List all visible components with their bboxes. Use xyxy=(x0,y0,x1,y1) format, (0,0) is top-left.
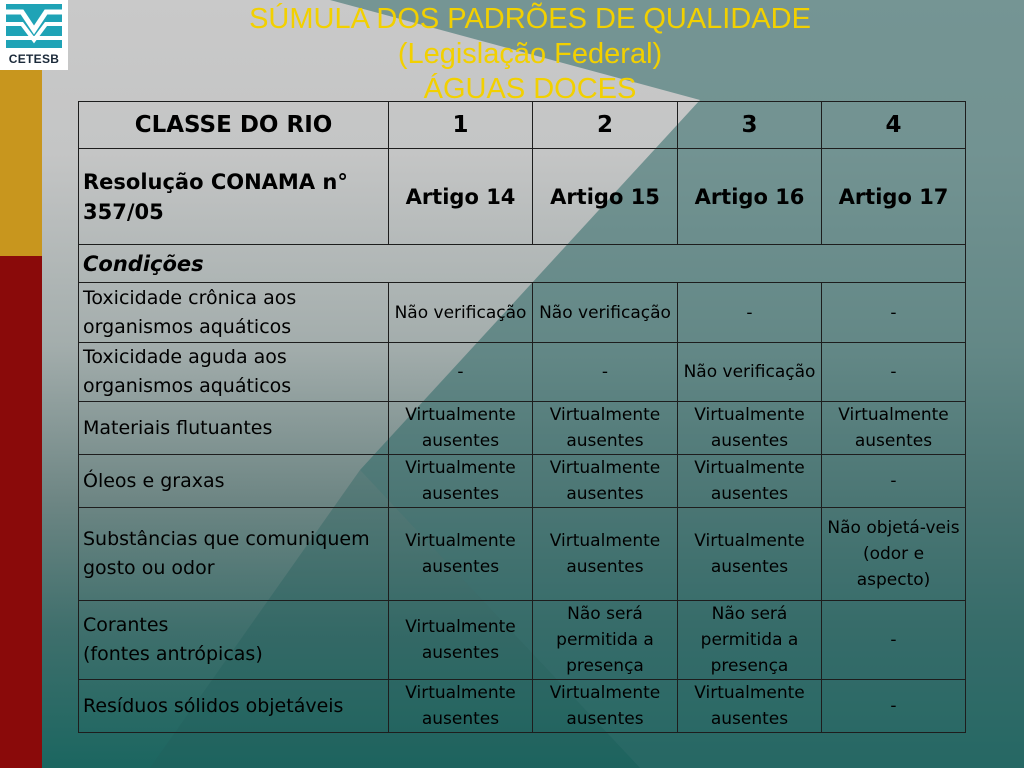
resolution-label: Resolução CONAMA n° 357/05 xyxy=(79,149,389,245)
cetesb-logo xyxy=(0,0,68,70)
table-row xyxy=(79,680,966,733)
header-label: CLASSE DO RIO xyxy=(79,102,389,149)
table-cell: - xyxy=(822,680,966,733)
table-cell: Virtualmente ausentes xyxy=(389,680,533,733)
table-cell: Não verificação xyxy=(533,283,678,343)
article-class-4: Artigo 17 xyxy=(822,149,966,245)
row-label: Óleos e graxas xyxy=(79,455,389,508)
table-cell: Virtualmente ausentes xyxy=(389,402,533,455)
section-row xyxy=(79,245,966,283)
table-cell: Virtualmente ausentes xyxy=(389,508,533,601)
table-row xyxy=(79,343,966,402)
table-cell: Virtualmente ausentes xyxy=(533,402,678,455)
article-class-3: Artigo 16 xyxy=(678,149,822,245)
title-line-2: (Legislação Federal) xyxy=(397,38,663,70)
slide-title xyxy=(90,2,970,107)
class-2-header: 2 xyxy=(533,102,678,149)
row-label: Materiais flutuantes xyxy=(79,402,389,455)
table-cell: Não objetá-veis (odor e aspecto) xyxy=(822,508,966,601)
row-label: Corantes (fontes antrópicas) xyxy=(79,601,389,680)
table-cell: - xyxy=(533,343,678,402)
table-cell: - xyxy=(822,455,966,508)
table-cell: - xyxy=(389,343,533,402)
decorative-stripe-gold xyxy=(0,70,42,256)
class-3-header: 3 xyxy=(678,102,822,149)
table-row xyxy=(79,402,966,455)
row-label: Toxicidade aguda aos organismos aquáticos xyxy=(79,343,389,402)
class-4-header: 4 xyxy=(822,102,966,149)
class-1-header: 1 xyxy=(389,102,533,149)
table-cell: Virtualmente ausentes xyxy=(389,455,533,508)
article-class-1: Artigo 14 xyxy=(389,149,533,245)
table-row xyxy=(79,508,966,601)
table-cell: Não verificação xyxy=(678,343,822,402)
resolution-row xyxy=(79,149,966,245)
quality-standards-table xyxy=(78,101,966,733)
decorative-stripe-red xyxy=(0,256,42,768)
table-cell: Não será permitida a presença xyxy=(533,601,678,680)
logo-mark-icon xyxy=(0,0,68,52)
row-label: Toxicidade crônica aos organismos aquáticos xyxy=(79,283,389,343)
table-cell: - xyxy=(822,601,966,680)
table-cell: Virtualmente ausentes xyxy=(389,601,533,680)
row-label: Substâncias que comuniquem gosto ou odor xyxy=(79,508,389,601)
table-cell: - xyxy=(678,283,822,343)
logo-text: CETESB xyxy=(8,52,60,66)
title-line-3: ÁGUAS DOCES xyxy=(423,73,637,105)
table-cell: Virtualmente ausentes xyxy=(678,455,822,508)
table-cell: Virtualmente ausentes xyxy=(678,680,822,733)
table-row xyxy=(79,283,966,343)
table-cell: - xyxy=(822,283,966,343)
table-row xyxy=(79,455,966,508)
table-cell: - xyxy=(822,343,966,402)
row-label: Resíduos sólidos objetáveis xyxy=(79,680,389,733)
title-line-1: SÚMULA DOS PADRÕES DE QUALIDADE xyxy=(249,3,811,35)
table-cell: Virtualmente ausentes xyxy=(822,402,966,455)
table-cell: Não será permitida a presença xyxy=(678,601,822,680)
table-cell: Virtualmente ausentes xyxy=(678,402,822,455)
table-cell: Não verificação xyxy=(389,283,533,343)
table-cell: Virtualmente ausentes xyxy=(678,508,822,601)
section-label: Condições xyxy=(79,245,966,283)
table-cell: Virtualmente ausentes xyxy=(533,508,678,601)
article-class-2: Artigo 15 xyxy=(533,149,678,245)
table-cell: Virtualmente ausentes xyxy=(533,455,678,508)
header-row xyxy=(79,102,966,149)
table-cell: Virtualmente ausentes xyxy=(533,680,678,733)
table-row xyxy=(79,601,966,680)
